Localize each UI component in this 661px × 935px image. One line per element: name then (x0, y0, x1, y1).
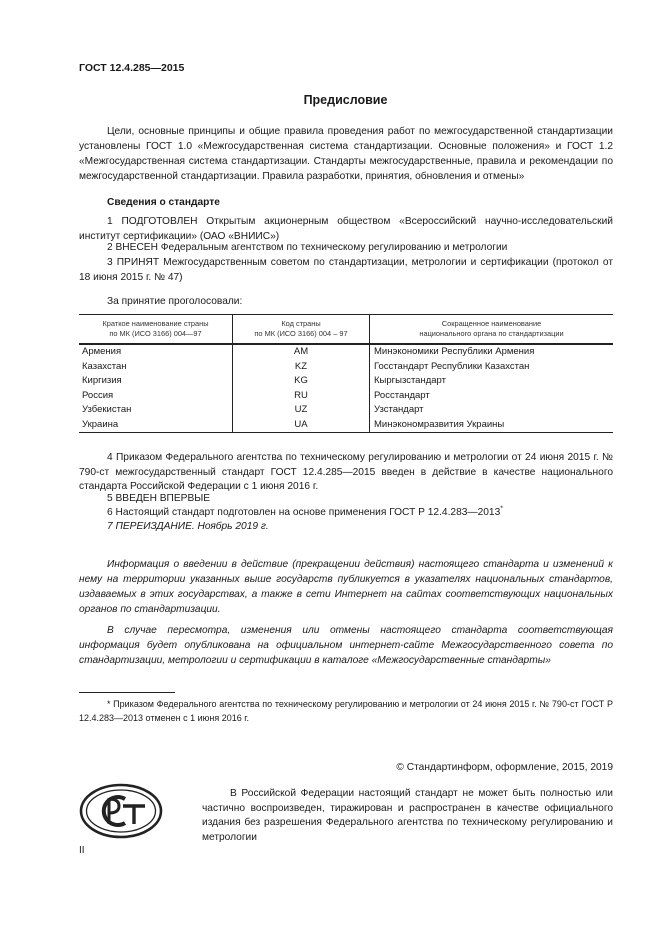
intro-paragraph: Цели, основные принципы и общие правила проведения работ по межгосударственной стандартизации установлены ГОСТ 1.0 «Межгосударственная система стандартизации. Основные положения» и ГОСТ 1.2 «Межгосударственная система стандартизации. Стандарты межгосударственные, правила и рекомендации по межгосударственной стандартизации. Правила разработки, принятия, обновления и отмены» (79, 126, 613, 182)
table-cell-country: Украина (79, 418, 233, 433)
countries-table (79, 314, 613, 433)
table-cell-country: Казахстан (82, 360, 127, 372)
table-header-code: Код страны по МК (ИСО 3166) 004 – 97 (233, 315, 370, 345)
table-cell-code: KG (233, 374, 370, 389)
table-cell-body: Узстандарт (370, 403, 614, 418)
table-cell-code: AM (233, 344, 370, 360)
table-cell-code: RU (233, 389, 370, 404)
item-prepared: 1 ПОДГОТОВЛЕН Открытым акционерным обществом «Всероссийский научно-исследовательский институт сертификации» (ОАО «ВНИИС») (79, 216, 613, 242)
table-cell-body: Минэкономики Республики Армения (370, 344, 614, 360)
reproduction-notice: В Российской Федерации настоящий стандарт не может быть полностью или частично воспроизведен, тиражирован и распространен в качестве официального издания без разрешения Федерального агентства по техническому регулированию и метрологии (202, 788, 613, 843)
table-cell-code: UA (233, 418, 370, 433)
item-first-introduced: 5 ВВЕДЕН ВПЕРВЫЕ (107, 493, 211, 504)
item-order: 4 Приказом Федерального агентства по техническому регулированию и метрологии от 24 июня 2015 г. № 790-ст межгосударственный стандарт ГОСТ 12.4.285—2015 введен в действие в качестве национального стандарта Российской Федерации с 1 июня 2016 г. (79, 452, 613, 492)
table-cell-body: Росстандарт (370, 389, 614, 404)
info-paragraph-revision: В случае пересмотра, изменения или отмены настоящего стандарта соответствующая информация будет опубликована на официальном интернет-сайте Межгосударственного совета по стандартизации, метрологии и сертификации в каталоге «Межгосударственные стандарты» (79, 625, 613, 666)
table-cell-body: Минэкономразвития Украины (370, 418, 614, 433)
table-row (79, 374, 613, 389)
table-cell-country: Армения (82, 346, 122, 358)
table-row (79, 360, 613, 375)
table-header-country: Краткое наименование страны по МК (ИСО 3166) 004—97 (79, 315, 233, 345)
item-reissue: 7 ПЕРЕИЗДАНИЕ. Ноябрь 2019 г. (107, 521, 269, 532)
info-paragraph-introduction: Информация о введении в действие (прекращении действия) настоящего стандарта и изменений к нему на территории указанных выше государств публикуется в указателях национальных стандартов, издаваемых в этих государствах, а также в сети Интернет на сайтах соответствующих национальных органов по стандартизации. (79, 559, 613, 615)
table-header-body: Сокращенное наименование национального органа по стандартизации (370, 315, 614, 345)
document-code-header: ГОСТ 12.4.285—2015 (79, 62, 185, 74)
table-cell-code: KZ (233, 360, 370, 375)
footnote-marker: * (500, 505, 503, 513)
table-cell-country: Киргизия (82, 375, 122, 387)
item-adopted: 3 ПРИНЯТ Межгосударственным советом по стандартизации, метрологии и сертификации (протокол от 18 июня 2015 г. № 47) (79, 257, 613, 283)
copyright-line: © Стандартинформ, оформление, 2015, 2019 (396, 762, 613, 773)
footnote-divider (79, 692, 175, 693)
table-row (79, 418, 613, 433)
table-cell-country: Узбекистан (82, 404, 132, 416)
rst-logo-icon (79, 783, 163, 839)
table-header-row (79, 315, 613, 345)
item-prepared-basis: 6 Настоящий стандарт подготовлен на основе применения ГОСТ Р 12.4.283—2013* (107, 505, 503, 518)
table-row (79, 389, 613, 404)
page-number: II (79, 845, 85, 856)
section-heading: Сведения о стандарте (107, 197, 220, 208)
table-row (79, 344, 613, 360)
table-cell-body: Госстандарт Республики Казахстан (370, 360, 614, 375)
voted-label: За принятие проголосовали: (107, 296, 243, 307)
table-row (79, 403, 613, 418)
table-cell-country: Россия (82, 389, 114, 401)
table-cell-body: Кыргызстандарт (370, 374, 614, 389)
item-introduced: 2 ВНЕСЕН Федеральным агентством по техническому регулированию и метрологии (107, 242, 508, 253)
page-title: Предисловие (303, 93, 388, 107)
footnote: * Приказом Федерального агентства по техническому регулированию и метрологии от 24 июня 2015 г. № 790-ст ГОСТ Р 12.4.283—2013 отменен с 1 июня 2016 г. (79, 699, 613, 723)
table-cell-code: UZ (233, 403, 370, 418)
